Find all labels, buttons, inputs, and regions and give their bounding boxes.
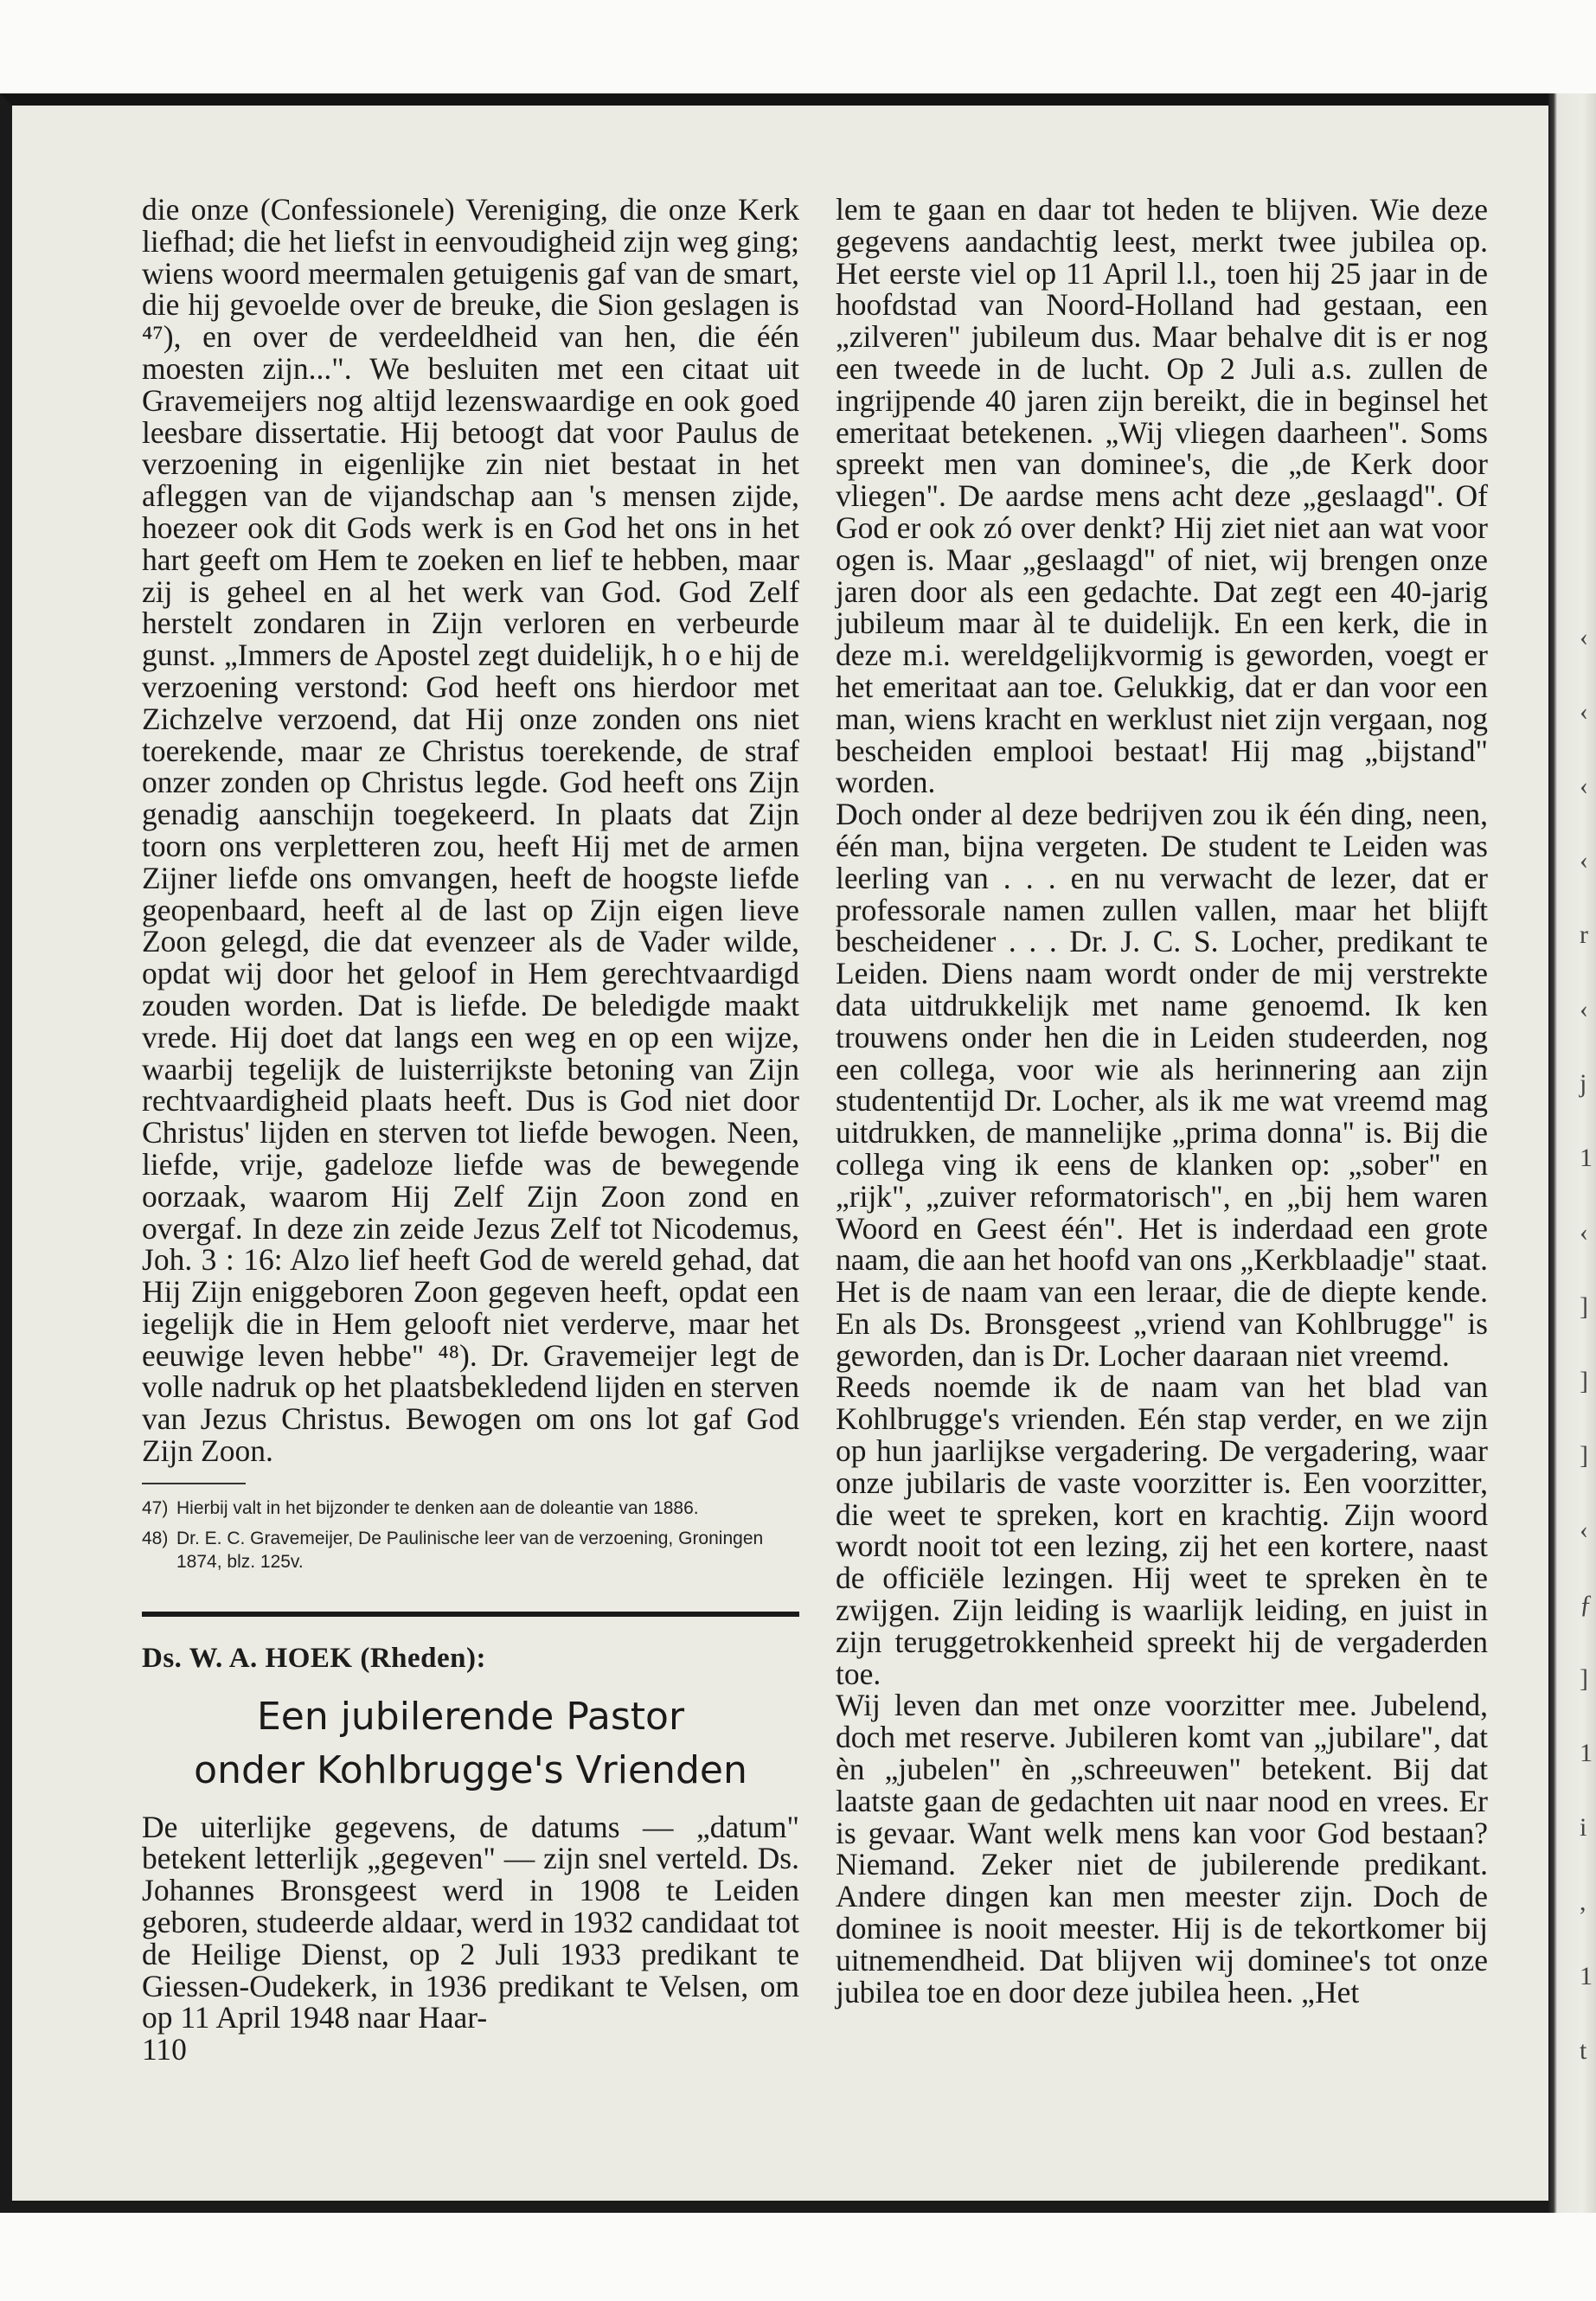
- right-column: [836, 194, 1488, 2008]
- page-number: 110: [142, 2032, 187, 2067]
- left-column: [142, 194, 799, 2066]
- right-paragraph-4: Wij leven dan met onze voorzitter mee. Jubelend, doch met reserve. Jubileren komt van „jubilare", dat èn „jubelen" èn „schreeuwen" betekent. Bij dat laatste gaan de gedachten uit naar nood en vrees. Er is gevaar. Want welk mens kan voor God bestaan? Niemand. Zeker niet de jubilerende predikant. Andere dingen kan men meester zijn. Doch de dominee is nooit meester. Hij is de tekortkomer bij uitnemendheid. Dat blijven wij dominee's tot onze jubilea toe en door deze jubilea heen. „Het: [836, 1688, 1488, 2009]
- article-title-line-1: Een jubilerende Pastor: [256, 1694, 685, 1739]
- bleed-through-glyph: 1: [1580, 1739, 1593, 1767]
- bleed-through-glyph: ‹: [1580, 623, 1588, 651]
- bleed-through-marks: [1580, 623, 1593, 2066]
- article-intro-paragraph: De uiterlijke gegevens, de datums — „datum" betekent letterlijk „gegeven" — zijn snel verteld. Ds. Johannes Bronsgeest werd in 1908 te Leiden geboren, studeerde aldaar, werd in 1932 candidaat tot de Heilige Dienst, op 2 Juli 1933 predikant te Giessen-Oudekerk, in 1936 predikant te Velsen, om op 11 April 1948 naar Haar-: [142, 1809, 799, 2035]
- bleed-through-glyph: ]: [1580, 1441, 1588, 1470]
- footnote-48: [142, 1527, 799, 1574]
- footnote-number: 47): [142, 1497, 169, 1518]
- bleed-through-glyph: ]: [1580, 1367, 1588, 1395]
- article-title-line-2: onder Kohlbrugge's Vrienden: [194, 1747, 747, 1792]
- right-paragraph-1: lem te gaan en daar tot heden te blijven. Wie deze gegevens aandachtig leest, merkt twee jubilea op. Het eerste viel op 11 April l.l., toen hij 25 jaar in de hoofdstad van Noord-Holland had gestaan, een „zilveren" jubileum dus. Maar behalve dit is er nog een tweede in de lucht. Op 2 Juli a.s. zullen de ingrijpende 40 jaren zijn bereikt, die in beginsel het emeritaat betekenen. „Wij vliegen daarheen". Soms spreekt men van dominee's, die „de Kerk door vliegen". De aardse mens acht deze „geslaagd". Of God er ook zó over denkt? Hij ziet niet aan wat voor ogen is. Maar „geslaagd" of niet, wij brengen onze jaren door als een gedachte. Dat zegt een 40-jarig jubileum maar àl te duidelijk. En een kerk, die in deze m.i. wereldgelijkvormig is geworden, voegt er het emeritaat aan toe. Gelukkig, dat er dan voor een man, wiens kracht en werklust niet zijn vergaan, nog bescheiden emplooi bestaat! Hij mag „bijstand" worden.: [836, 192, 1488, 800]
- bleed-through-glyph: ‹: [1580, 995, 1588, 1023]
- article-title: [142, 1690, 799, 1798]
- bleed-through-glyph: 1: [1580, 1962, 1593, 1990]
- bleed-through-glyph: j: [1580, 1069, 1587, 1098]
- article-byline: Ds. W. A. HOEK (Rheden):: [142, 1642, 486, 1674]
- bleed-through-glyph: ]: [1580, 1664, 1588, 1693]
- footnote-47: [142, 1497, 799, 1520]
- footnote-text: Dr. E. C. Gravemeijer, De Paulinische leer van de verzoening, Groningen 1874, blz. 125v.: [176, 1528, 764, 1572]
- right-paragraph-2: Doch onder al deze bedrijven zou ik één ding, neen, één man, bijna vergeten. De student te Leiden was leerling van . . . en nu verwacht de lezer, dat er professorale namen zullen vallen, maar het blijft bescheidener . . . Dr. J. C. S. Locher, predikant te Leiden. Diens naam wordt onder de mij verstrekte data uitdrukkelijk met name genoemd. Ik ken trouwens onder hen die in Leiden studeerden, nog een collega, voor wie als herinnering aan zijn studententijd Dr. Locher, als ik me wat vreemd mag uitdrukken, de mannelijke „prima donna" is. Bij die collega ving ik eens de klanken op: „sober" en „rijk", „zuiver reformatorisch", en „bij hem waren Woord en Geest één". Het is inderdaad een grote naam, die aan het hoofd van ons „Kerkblaadje" staat. Het is de naam van een leraar, die de diepte kende. En als Ds. Bronsgeest „vriend van Kohlbrugge" is geworden, dan is Dr. Locher daaraan niet vreemd.: [836, 797, 1488, 1373]
- bleed-through-glyph: t: [1580, 2036, 1587, 2065]
- bleed-through-glyph: 1: [1580, 1144, 1593, 1172]
- right-paragraph-3: Reeds noemde ik de naam van het blad van Kohlbrugge's vrienden. Eén stap verder, en we zijn op hun jaarlijkse vergadering. De vergadering, waar onze jubilaris de vaste voorzitter is. Een voorzitter, die weet te spreken, kort en krachtig. Zijn woord wordt nooit tot een lezing, zij het een kortere, naast de officiële lezingen. Hij weet te spreken èn te zwijgen. Zijn leiding is waarlijk leiding, en juist in zijn teruggetrokkenheid spreekt hij de vergaderden toe.: [836, 1369, 1488, 1691]
- footnote-text: Hierbij valt in het bijzonder te denken aan de doleantie van 1886.: [176, 1497, 699, 1518]
- bleed-through-glyph: ‹: [1580, 846, 1588, 875]
- footnote-divider: [142, 1483, 246, 1484]
- bleed-through-glyph: i: [1580, 1813, 1587, 1842]
- footnote-number: 48): [142, 1528, 169, 1548]
- article-divider: [142, 1612, 799, 1617]
- left-paragraph: die onze (Confessionele) Vereniging, die onze Kerk liefhad; die het liefst in eenvoudigheid zijn weg ging; wiens woord meermalen getuigenis gaf van de smart, die hij gevoelde over de breuke, die Sion geslagen is ⁴⁷), en over de verdeeldheid van hen, die één moesten zijn...". We besluiten met een citaat uit Gravemeijers nog altijd lezenswaardige en ook goed leesbare dissertatie. Hij betoogt dat voor Paulus de verzoening in eigenlijke zin niet bestaat in het afleggen van de vijandschap aan 's mensen zijde, hoezeer ook dit Gods werk is en God het ons in het hart geeft om Hem te zoeken en lief te hebben, maar zij is geheel en al het werk van God. God Zelf herstelt zondaren in Zijn verloren en verbeurde gunst. „Immers de Apostel zegt duidelijk, h o e hij de verzoening verstond: God heeft ons hierdoor met Zichzelve verzoend, dat Hij onze zonden ons niet toerekende, maar ze Christus toerekende, de straf onzer zonden op Christus legde. God heeft ons Zijn genadig aanschijn toegekeerd. In plaats dat Zijn toorn ons verpletteren zou, heeft Hij met de armen Zijner liefde ons omvangen, heeft de hoogste liefde geopenbaard, heeft al de last op Zijn eigen lieve Zoon gelegd, die dat evenzeer als de Vader wilde, opdat wij door het geloof in Hem gerechtvaardigd zouden worden. Dat is liefde. De beledigde maakt vrede. Hij doet dat langs een weg en op een wijze, waarbij tegelijk de luisterrijkste betoning van Zijn rechtvaardigheid plaats heeft. Dus is God niet door Christus' lijden en sterven tot liefde bewogen. Neen, liefde, vrije, gadeloze liefde was de bewegende oorzaak, waarom Hij Zelf Zijn Zoon zond en overgaf. In deze zin zeide Jezus Zelf tot Nicodemus, Joh. 3 : 16: Alzo lief heeft God de wereld gehad, dat Hij Zijn eniggeboren Zoon gegeven heeft, opdat een iegelijk die in Hem gelooft niet verderve, maar het eeuwige leven hebbe" ⁴⁸). Dr. Gravemeijer legt de volle nadruk op het plaatsbekledend lijden en sterven van Jezus Christus. Bewogen om ons lot gaf God Zijn Zoon.: [142, 192, 799, 1469]
- bleed-through-glyph: ‹: [1580, 772, 1588, 800]
- bleed-through-glyph: ƒ: [1580, 1590, 1593, 1618]
- bleed-through-glyph: ,: [1580, 1888, 1586, 1916]
- bleed-through-glyph: ‹: [1580, 1218, 1588, 1247]
- bleed-through-glyph: ]: [1580, 1292, 1588, 1321]
- bleed-through-glyph: ‹: [1580, 1516, 1588, 1544]
- bleed-through-glyph: r: [1580, 920, 1588, 949]
- bleed-through-glyph: ‹: [1580, 697, 1588, 726]
